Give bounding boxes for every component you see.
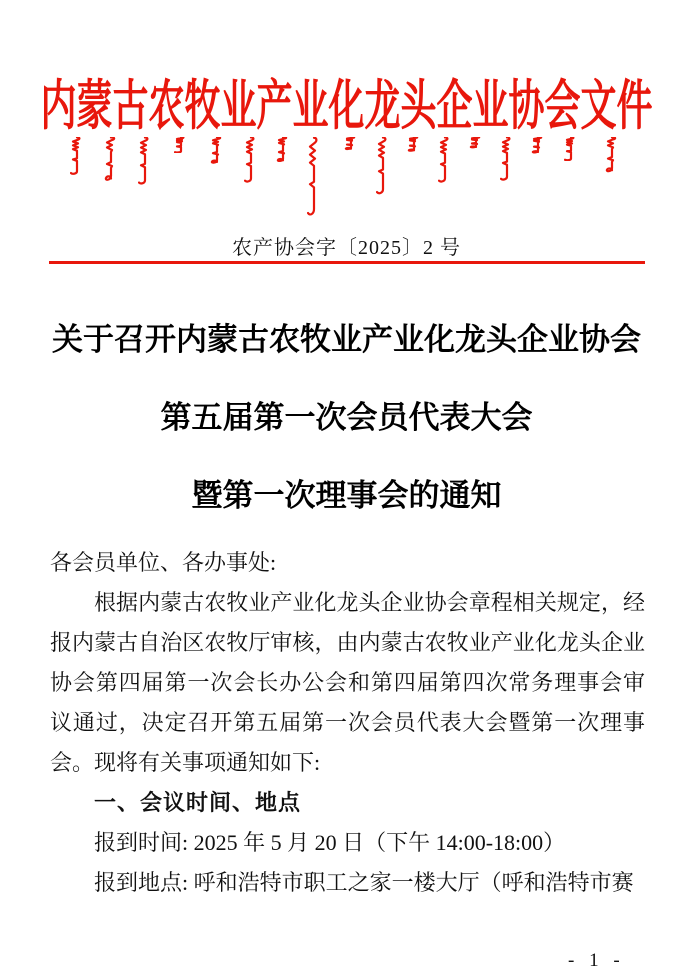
checkin-time-line: 报到时间: 2025 年 5 月 20 日（下午 14:00-18:00） bbox=[94, 830, 566, 855]
mongolian-script-banner bbox=[55, 135, 650, 220]
letterhead-title: 内蒙古农牧业产业化龙头企业协会文件 bbox=[40, 76, 653, 136]
document-title-line-1: 关于召开内蒙古农牧业产业化龙头企业协会 bbox=[52, 322, 641, 357]
document-title-line-3: 暨第一次理事会的通知 bbox=[191, 478, 502, 513]
page-number: - 1 - bbox=[568, 950, 625, 971]
body-line: 会。现将有关事项通知如下: bbox=[50, 750, 321, 775]
body-line: 协会第四届第一次会长办公会和第四届第四次常务理事会审 bbox=[50, 670, 645, 695]
section-heading-meeting-time-place: 一、会议时间、地点 bbox=[94, 790, 302, 815]
document-title-line-2: 第五届第一次会员代表大会 bbox=[160, 400, 533, 435]
document-body bbox=[50, 543, 645, 903]
salutation-line: 各会员单位、各办事处: bbox=[50, 550, 277, 575]
checkin-place-line: 报到地点: 呼和浩特市职工之家一楼大厅（呼和浩特市赛 bbox=[94, 870, 634, 895]
body-line: 根据内蒙古农牧业产业化龙头企业协会章程相关规定，经 bbox=[94, 590, 645, 615]
red-divider bbox=[49, 261, 645, 264]
body-line: 议通过，决定召开第五届第一次会员代表大会暨第一次理事 bbox=[50, 710, 645, 735]
body-line: 报内蒙古自治区农牧厅审核，由内蒙古农牧业产业化龙头企业 bbox=[50, 630, 645, 655]
doc-number: 农产协会字〔2025〕2 号 bbox=[232, 237, 461, 259]
